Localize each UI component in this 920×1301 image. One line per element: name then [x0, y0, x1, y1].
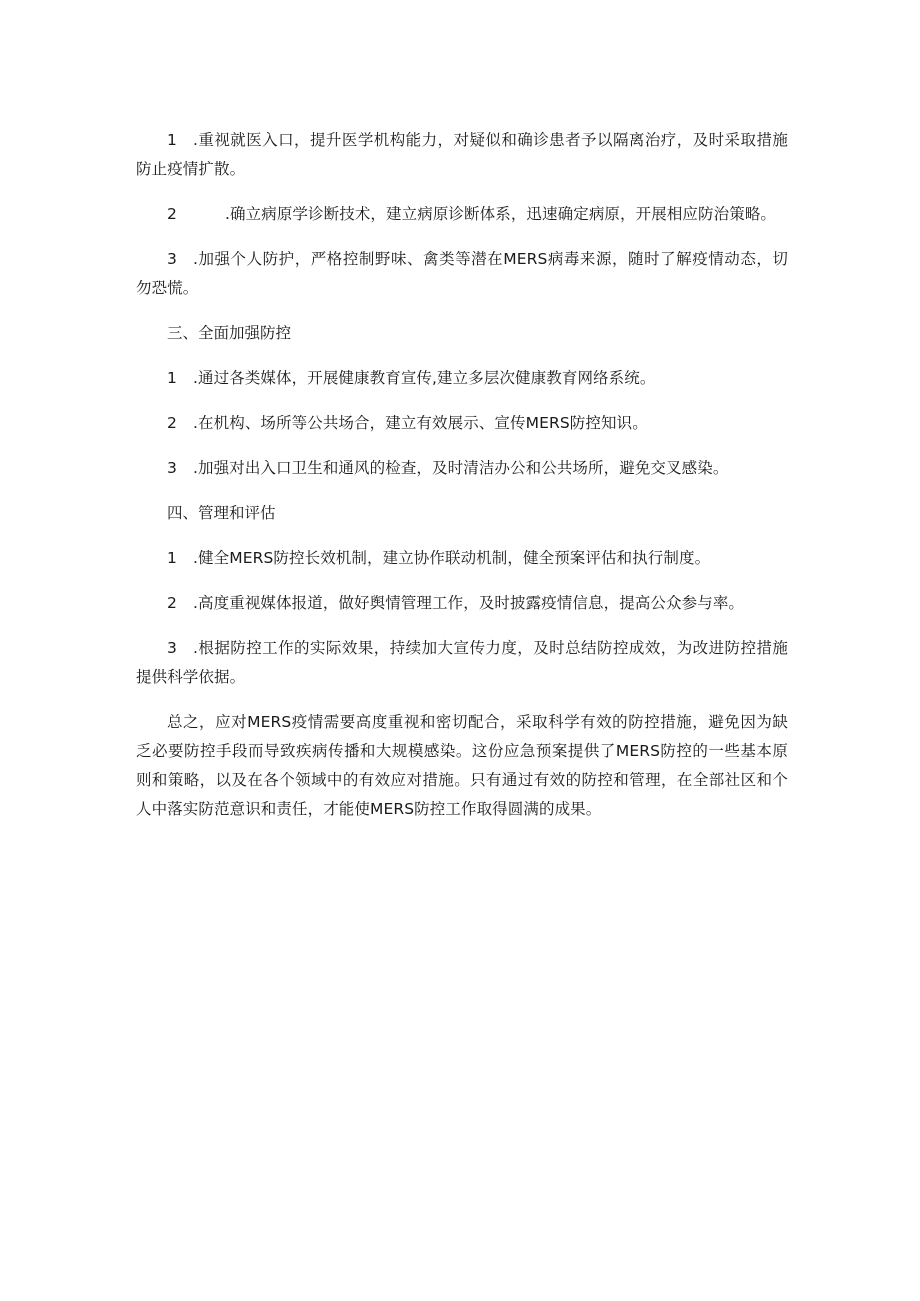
- item-number: 3: [167, 639, 177, 657]
- section3-item-3: [136, 454, 788, 483]
- section3-item-1: [136, 364, 788, 393]
- item-number: 1: [167, 549, 177, 567]
- item-number: 3: [167, 459, 177, 477]
- diagnosis-item-3: [136, 245, 788, 303]
- section3-item-2: [136, 409, 788, 438]
- section4-item-1: [136, 544, 788, 573]
- section4-item-3: [136, 634, 788, 692]
- item-text: .健全MERS防控长效机制，建立协作联动机制，健全预案评估和执行制度。: [193, 549, 711, 567]
- conclusion-paragraph: 总之，应对MERS疫情需要高度重视和密切配合，采取科学有效的防控措施，避免因为缺乏必要防控手段而导致疾病传播和大规模感染。这份应急预案提供了MERS防控的一些基本原则和策略，以及在各个领域中的有效应对措施。只有通过有效的防控和管理，在全部社区和个人中落实防范意识和责任，才能使MERS防控工作取得圆满的成果。: [136, 713, 788, 818]
- item-text: .加强对出入口卫生和通风的检查，及时清洁办公和公共场所，避免交叉感染。: [193, 459, 729, 477]
- item-number: 1: [167, 131, 177, 149]
- item-text: .在机构、场所等公共场合，建立有效展示、宣传MERS防控知识。: [193, 414, 648, 432]
- diagnosis-item-1: [136, 126, 788, 184]
- section-heading-4: 四、管理和评估: [167, 504, 276, 522]
- item-number: 3: [167, 250, 177, 268]
- item-text: .加强个人防护，严格控制野味、禽类等潜在MERS病毒来源，随时了解疫情动态，切勿恐慌。: [136, 250, 788, 297]
- document-page: [136, 126, 788, 840]
- item-text: .根据防控工作的实际效果，持续加大宣传力度，及时总结防控成效，为改进防控措施提供科学依据。: [136, 639, 788, 686]
- item-text: .确立病原学诊断技术，建立病原诊断体系，迅速确定病原，开展相应防治策略。: [225, 205, 777, 223]
- item-text: .通过各类媒体，开展健康教育宣传,建立多层次健康教育网络系统。: [193, 369, 656, 387]
- item-number: 2: [167, 594, 177, 612]
- item-text: .重视就医入口，提升医学机构能力，对疑似和确诊患者予以隔离治疗，及时采取措施防止疫情扩散。: [136, 131, 788, 178]
- item-number: 2: [167, 414, 177, 432]
- item-text: .高度重视媒体报道，做好舆情管理工作，及时披露疫情信息，提高公众参与率。: [193, 594, 745, 612]
- item-number: 1: [167, 369, 177, 387]
- item-number: 2: [167, 205, 177, 223]
- diagnosis-item-2: [136, 200, 788, 229]
- section4-item-2: [136, 589, 788, 618]
- section-heading-3: 三、全面加强防控: [167, 324, 292, 342]
